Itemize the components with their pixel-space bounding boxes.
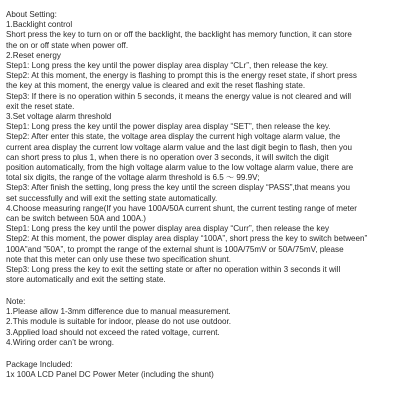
text-line: Step2: At this moment, the power display area display “100A”, short press the key to switch between”: [6, 234, 368, 244]
subheading-backlight-control: 1.Backlight control: [6, 20, 73, 30]
text-line: Step1: Long press the key until the power display area display “SET”, then release the key.: [6, 122, 331, 132]
blank-line: [6, 285, 412, 297]
text-line: Step3: After finish the setting, long press the key until the screen display “PASS”,that means you: [6, 183, 351, 193]
text-line: position automatically, from the high voltage alarm value to the low voltage alarm value, there are: [6, 163, 354, 173]
section-heading-package: Package Included:: [6, 359, 73, 369]
text-line: exit the reset state.: [6, 101, 75, 111]
text-line: set successfully and will exit the setting state automatically.: [6, 193, 218, 203]
text-line: Short press the key to turn on or off the backlight, the backlight has memory function, it can store: [6, 30, 352, 40]
note-item: 1.Please allow 1-3mm difference due to manual measurement.: [6, 307, 231, 317]
text-line: note that this meter can only use these two specification shunt.: [6, 254, 231, 264]
text-line: store automatically and exit the setting state.: [6, 275, 166, 285]
text-line: can be switch between 50A and 100A.): [6, 214, 146, 224]
note-item: 2.This module is suitable for indoor, please do not use outdoor.: [6, 317, 231, 327]
text-line: Step1: Long press the key until the power display area display “Curr”, then release the key: [6, 224, 330, 234]
section-heading-about-setting: About Setting:: [6, 10, 57, 19]
text-line: total six digits, the range of the voltage alarm threshold is 6.5 ～ 99.9V;: [6, 173, 260, 183]
subheading-reset-energy: 2.Reset energy: [6, 50, 61, 60]
blank-line: [6, 348, 412, 360]
text-line: Step3: Long press the key to exit the setting state or after no operation within 3 seconds it will: [6, 265, 341, 275]
document-body: [6, 10, 412, 380]
note-item: 4.Wiring order can’t be wrong.: [6, 337, 114, 347]
text-line: Step2: At this moment, the energy is flashing to prompt this is the energy reset state, if short press: [6, 71, 357, 81]
subheading-measuring-range: 4.Choose measuring range(If you have 100A/50A current shunt, the current testing range of meter: [6, 203, 357, 213]
package-item: 1x 100A LCD Panel DC Power Meter (including the shunt): [6, 369, 214, 379]
text-line: Step1: Long press the key until the power display area display “CLr”, then release the key.: [6, 61, 328, 71]
section-heading-note: Note:: [6, 296, 26, 306]
text-line: 100A”and ”50A”, to prompt the range of the external shunt is 100A/75mV or 50A/75mV, please: [6, 244, 344, 254]
text-line: Step2: After enter this state, the voltage area display the current high voltage alarm value, the: [6, 132, 341, 142]
note-item: 3.Applied load should not exceed the rated voltage, current.: [6, 327, 220, 337]
text-line: Step3: If there is no operation within 5 seconds, it means the energy value is not cleared and will: [6, 91, 352, 101]
text-line: can short press to plus 1, when there is no operation over 3 seconds, it will switch the digit: [6, 152, 329, 162]
subheading-voltage-alarm: 3.Set voltage alarm threshold: [6, 112, 112, 122]
text-line: the on or off state when power off.: [6, 40, 129, 50]
text-line: the key at this moment, the energy value is cleared and exit the reset flashing state.: [6, 81, 306, 91]
text-line: current area display the current low voltage alarm value and the last digit begin to flash, then you: [6, 142, 352, 152]
